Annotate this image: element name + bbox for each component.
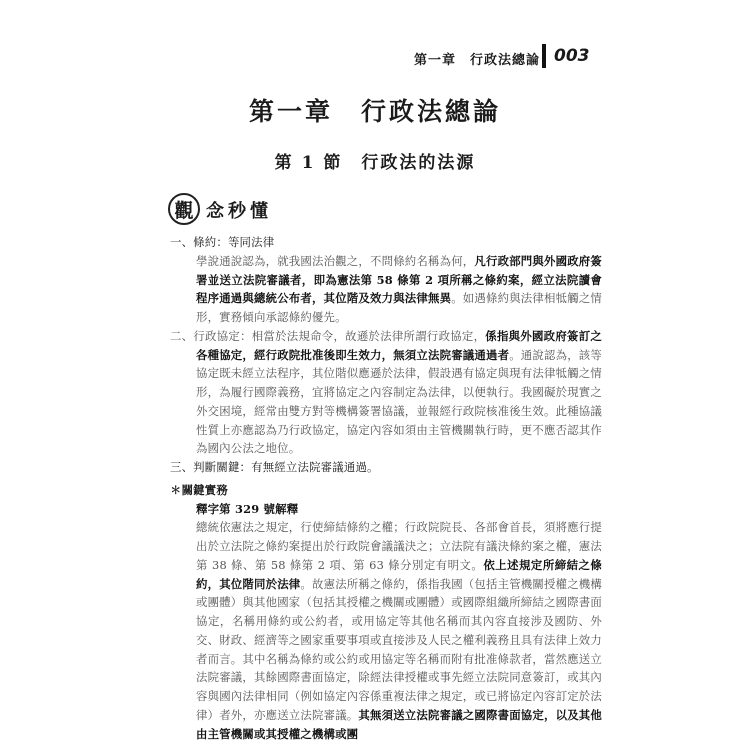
practice-body xyxy=(170,518,602,743)
item-2-text-bold: 係指與外國政府簽訂之各種協定，經行政院批准後即生效力，無須立法院審議通過者 xyxy=(196,328,602,362)
item-1-body xyxy=(170,252,602,327)
item-2-text-a: 二、行政協定：相當於法規命令，故遜於法律所謂行政協定， xyxy=(170,328,486,343)
practice-subheading: 釋字第 329 號解釋 xyxy=(196,501,299,516)
body-text xyxy=(170,233,602,743)
running-header-title: 第一章 行政法總論 xyxy=(413,53,540,68)
header-divider-bar xyxy=(542,44,546,68)
concept-heading-text: 念秒懂 xyxy=(206,201,272,222)
practice-text-b: 。故憲法所稱之條約，係指我國（包括主管機關授權之機構或團體）與其他國家（包括其授權之機關或團體）或國際組織所締結之國際書面協定，名稱用條約或公約者，或用協定等其他名稱而其內容直接涉及國防、外交、財政、經濟等之國家重要事項或直接涉及人民之權利義務且具有法律上效力者而言。其中名稱為條約或公約或用協定等名稱而附有批准條款者，當然應送立法院審議，其餘國際書面協定，除經法律授權或事先經立法院同意簽訂，或其內容與國內法律相同（例如協定內容係重複法律之規定，或已將協定內容訂定於法律）者外，亦應送立法院審議。 xyxy=(196,576,602,722)
practice-text-bold-b: 其無須送立法院審議之國際書面協定，以及其他由主管機關或其授權之機構或團 xyxy=(196,707,602,741)
item-2-text-c: 。通說認為，該等協定既未經立法程序，其位階似應遜於法律，假設遇有協定與現有法律牴觸之情形，為履行國際義務，宜將協定之內容制定為法律，以便執行。我國礙於現實之外交困境，經常由雙方對等機構簽署協議，並報經行政院核准後生效。此種協議性質上亦應認為乃行政協定，協定內容如須由主管機關執行時，更不應否認其作為國內公法之地位。 xyxy=(196,347,602,456)
item-2 xyxy=(170,327,602,458)
item-1-text-c: 。如遇條約與法律相牴觸之情形，實務傾向承認條約優先。 xyxy=(196,291,602,324)
item-3-title: 三、判斷關鍵：有無經立法院審議通過。 xyxy=(170,460,379,474)
item-1-text-bold: 凡行政部門與外國政府簽署並送立法院審議者，即為憲法第 58 條第 2 項所稱之條約案，經立法院讀會程序通過與總統公布者，其位階及效力與法律無異 xyxy=(196,253,602,306)
chapter-title: 第一章 行政法總論 xyxy=(248,97,501,126)
section-title: 第 1 節 行政法的法源 xyxy=(274,153,476,173)
item-1-title: 一、條約：等同法律 xyxy=(170,235,275,249)
page-number: 003 xyxy=(554,46,590,66)
item-1-text-a: 學說通說認為，就我國法治觀之，不問條約名稱為何， xyxy=(196,253,475,268)
circled-char-icon: 觀 xyxy=(168,193,200,225)
practice-text-a: 總統依憲法之規定，行使締結條約之權；行政院院長、各部會首長，須將應行提出於立法院之條約案提出於行政院會議議決之；立法院有議決條約案之權，憲法第 38 條、第 58 條第 2 項、第 63 條分別定有明文。 xyxy=(196,520,602,572)
practice-text-bold-a: 依上述規定所締結之條約，其位階同於法律 xyxy=(196,557,602,591)
practice-heading: ✽關鍵實務 xyxy=(170,482,228,497)
